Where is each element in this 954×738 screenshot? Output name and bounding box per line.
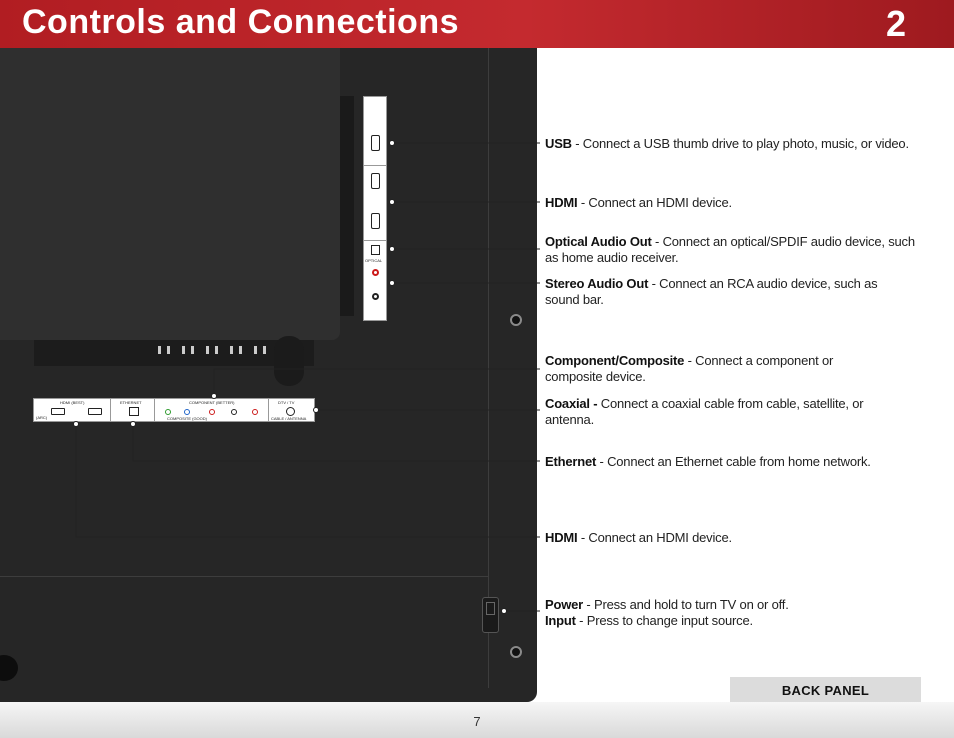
vent-slot	[230, 346, 242, 354]
callout-term: Power	[545, 597, 584, 612]
vent-slot	[158, 346, 170, 354]
hdmi-port-icon	[371, 173, 380, 189]
callout-ethernet	[545, 454, 940, 470]
page-title: Controls and Connections	[22, 3, 459, 41]
vent-slot	[254, 346, 266, 354]
callout-term: USB	[545, 136, 572, 151]
callout-term: Stereo Audio Out	[545, 276, 649, 291]
callout-text: - Connect an HDMI device.	[577, 195, 732, 210]
callout-hdmi-bottom	[545, 530, 940, 546]
tv-foot	[0, 655, 18, 681]
red-rca-icon	[209, 409, 215, 415]
page-footer	[0, 702, 954, 738]
callout-text: - Connect a USB thumb drive to play photo, music, or video.	[571, 136, 909, 151]
back-panel-label: BACK PANEL	[730, 677, 921, 705]
vent-slot	[182, 346, 194, 354]
callout-term: Component/Composite	[545, 353, 685, 368]
callout-term: Optical Audio Out	[545, 234, 652, 249]
side-port-panel	[363, 96, 387, 321]
audio-l-jack-icon	[372, 293, 379, 300]
hdmi-port-icon	[51, 408, 65, 415]
callout-usb	[545, 136, 940, 152]
power-input-button[interactable]	[482, 597, 499, 633]
hdmi-port-icon	[371, 213, 380, 229]
hdmi-port-icon	[88, 408, 102, 415]
bottom-port-panel	[33, 398, 315, 422]
callout-text: - Press to change input source.	[575, 613, 753, 628]
tv-lower-seam	[0, 576, 488, 577]
power-button-icon	[486, 602, 495, 615]
optical-port-icon	[371, 245, 380, 255]
blue-rca-icon	[184, 409, 190, 415]
callout-optical	[545, 234, 925, 266]
divider	[364, 240, 386, 241]
divider	[364, 165, 386, 166]
usb-port-icon	[371, 135, 380, 151]
red-rca-icon	[252, 409, 258, 415]
callout-text: - Connect an optical/SPDIF audio device, such as home audio receiver.	[545, 234, 915, 265]
callout-text: - Connect an Ethernet cable from home network.	[596, 454, 871, 469]
cable-knob	[274, 336, 304, 386]
ethernet-section-label: ETHERNET	[120, 400, 142, 405]
white-rca-icon	[231, 409, 237, 415]
hdmi-section-label: HDMI (BEST)	[60, 400, 85, 405]
tv-edge-line	[488, 48, 489, 688]
component-section-label: COMPONENT (BETTER)	[189, 400, 235, 405]
page-header	[0, 0, 954, 48]
screw-icon	[510, 646, 522, 658]
screw-icon	[510, 314, 522, 326]
ethernet-port-icon	[129, 407, 139, 416]
callout-term: HDMI	[545, 530, 578, 545]
callout-term: Ethernet	[545, 454, 597, 469]
tv-port-recess	[340, 96, 354, 316]
tv-back-illustration	[0, 48, 537, 702]
callout-term: Coaxial -	[545, 396, 598, 411]
page-number: 7	[473, 714, 481, 729]
callout-component	[545, 353, 885, 385]
callout-text: Connect a coaxial cable from cable, satellite, or antenna.	[545, 396, 864, 427]
audio-r-jack-icon	[372, 269, 379, 276]
callout-text: - Press and hold to turn TV on or off.	[583, 597, 789, 612]
callout-text: - Connect an RCA audio device, such as sound bar.	[545, 276, 878, 307]
callout-input	[545, 613, 940, 629]
coax-sub-label: CABLE / ANTENNA	[271, 416, 307, 421]
tv-upper-panel	[0, 48, 340, 340]
tv-base-bar	[34, 340, 314, 366]
callout-text: - Connect an HDMI device.	[577, 530, 732, 545]
callout-power	[545, 597, 940, 613]
green-rca-icon	[165, 409, 171, 415]
callout-term: HDMI	[545, 195, 578, 210]
coax-section-label: DTV / TV	[278, 400, 295, 405]
hdmi-section	[34, 399, 111, 421]
vent-slot	[206, 346, 218, 354]
optical-port-label: OPTICAL	[365, 258, 383, 263]
callout-hdmi-side	[545, 195, 940, 211]
arc-label: (ARC)	[36, 415, 48, 420]
composite-section-label: COMPOSITE (GOOD)	[167, 416, 207, 421]
callout-term: Input	[545, 613, 576, 628]
callout-coaxial	[545, 396, 915, 428]
coax-port-icon	[286, 407, 295, 416]
component-section	[155, 399, 269, 421]
callout-text: - Connect a component or composite device.	[545, 353, 834, 384]
callout-stereo	[545, 276, 915, 308]
chapter-number: 2	[885, 3, 906, 44]
